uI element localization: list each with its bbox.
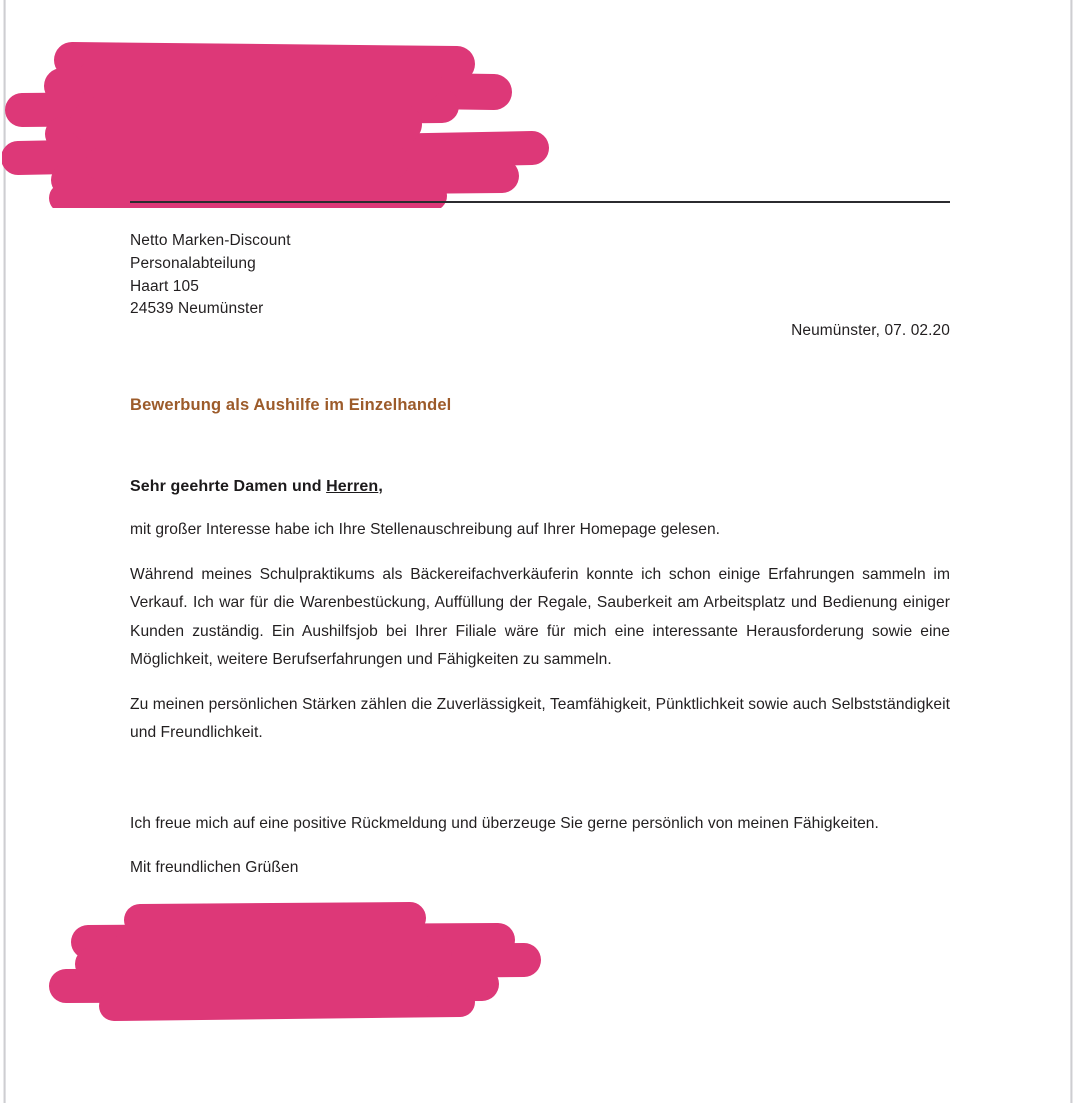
page-right-border (1070, 0, 1073, 1103)
signature-redaction (30, 898, 550, 1026)
sender-address-redaction (2, 38, 562, 208)
letterhead-rule (130, 201, 950, 203)
salutation-suffix: , (378, 478, 383, 495)
body-paragraph: mit großer Interesse habe ich Ihre Stellenauschreibung auf Ihrer Homepage gelesen. (130, 521, 721, 538)
recipient-line: Netto Marken-Discount (130, 232, 291, 249)
salutation-prefix: Sehr geehrte Damen und (130, 478, 327, 495)
recipient-line: 24539 Neumünster (130, 300, 264, 318)
salutation (130, 478, 383, 496)
page-left-border (3, 0, 6, 1103)
paragraph-spacer (130, 764, 950, 810)
closing-line: Mit freundlichen Grüßen (130, 859, 299, 876)
subject-line: Bewerbung als Aushilfe im Einzelhandel (130, 396, 452, 414)
recipient-line: Personalabteilung (130, 254, 256, 272)
letter-body (130, 516, 950, 899)
body-paragraph: Ich freue mich auf eine positive Rückmeldung und überzeuge Sie gerne persönlich von meinen Fähigkeiten. (130, 814, 879, 832)
body-paragraph: Zu meinen persönlichen Stärken zählen die Zuverlässigkeit, Teamfähigkeit, Pünktlichkeit sowie auch Selbstständigkeit und Freundlichkeit. (130, 695, 950, 741)
body-paragraph: Während meines Schulpraktikums als Bäckereifachverkäuferin konnte ich schon einige Erfahrungen sammeln im Verkauf. Ich war für die Warenbestückung, Auffüllung der Regale, Sauberkeit am Arbeitsplatz und Bedienung einiger Kunden zuständig. Ein Aushilfsjob bei Ihrer Filiale wäre für mich eine interessante Herausforderung sowie eine Möglichkeit, weitere Berufserfahrungen und Fähigkeiten zu sammeln. (130, 565, 950, 668)
place-and-date: Neumünster, 07. 02.20 (791, 322, 950, 339)
recipient-line: Haart 105 (130, 277, 199, 295)
salutation-underlined-word: Herren (326, 478, 379, 495)
recipient-address-block (130, 230, 291, 321)
